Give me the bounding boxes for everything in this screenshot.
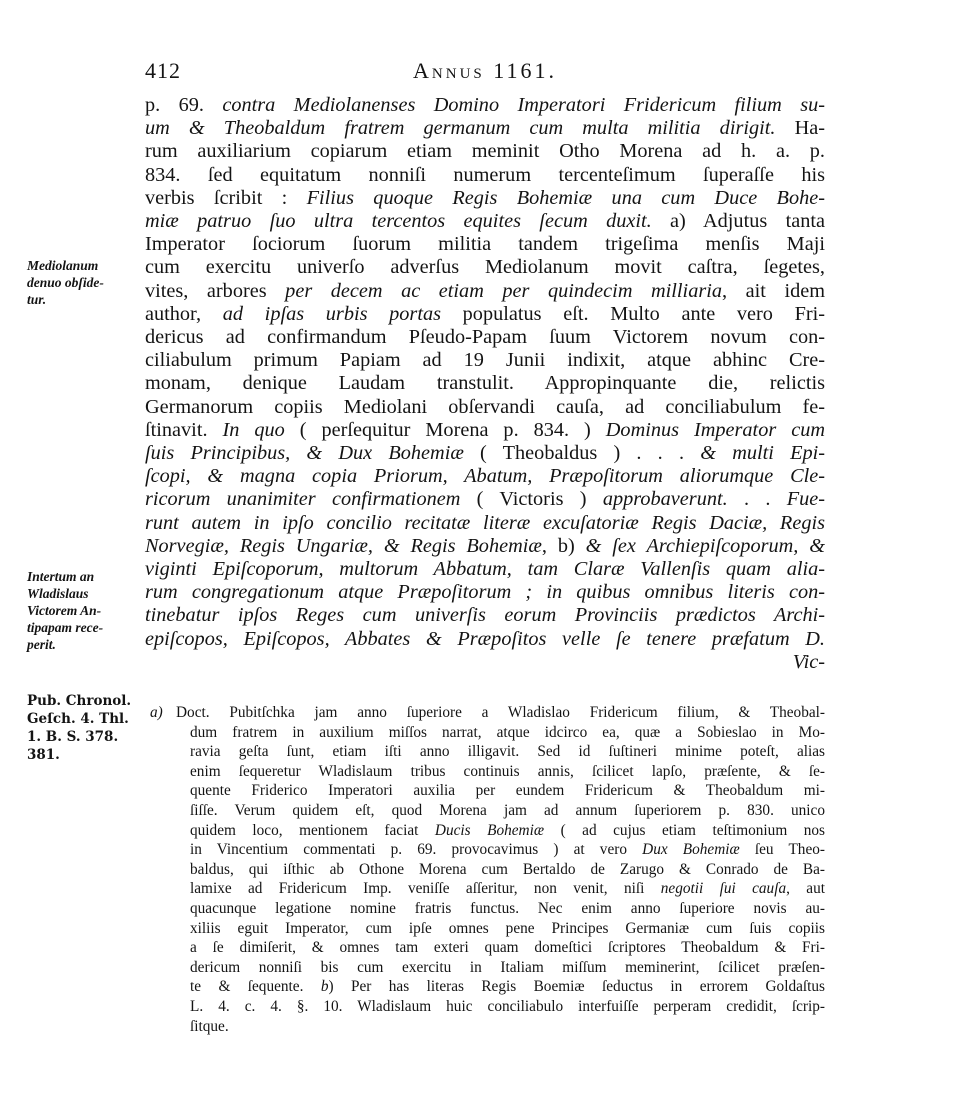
margin-note-line: perit.: [27, 637, 56, 652]
footnote-line: ſiſſe. Verum quidem eſt, quod Morena jam ad annum ſuperiorem p. 830. unico: [190, 801, 825, 819]
text-line: cum exercitu univerſo adverſus Mediolanum movit caſtra, ſegetes,: [145, 256, 825, 279]
footnote-line: dericum nonniſi bis cum exercitu in Italiam miſſum meminerint, ſcilicet præſen-: [190, 958, 825, 976]
margin-note-line: Intertum an: [27, 569, 95, 584]
text-line: rum congregationum atque Præpoſitorum ; in quibus omnibus literis con-: [145, 581, 825, 604]
footnote-line: xiliis eguit Imperator, cum ipſe omnes pene Principes Germaniæ cum ſuis copiis: [190, 919, 825, 937]
footnote-line: ſitque.: [190, 1017, 229, 1035]
footnote-line: L. 4. c. 4. §. 10. Wladislaum huic conciliabulo interfuiſſe perperam credidit, ſcrip-: [190, 997, 825, 1015]
margin-note-line: denuo obſide-: [27, 275, 104, 290]
text-line: author, ad ipſas urbis portas populatus eſt. Multo ante vero Fri-: [145, 302, 826, 325]
text-line: runt autem in ipſo concilio recitatæ literæ excuſatoriæ Regis Daciæ, Regis: [145, 511, 825, 534]
footnote-line: in Vincentium commentati p. 69. provocavimus ) at vero Dux Bohemiæ ſeu Theo-: [190, 841, 825, 859]
footnote-line: Doct. Pubitſchka jam anno ſuperiore a Wladislao Fridericum filium, & Theobal-: [176, 704, 825, 721]
text-line: viginti Epiſcoporum, multorum Abbatum, tam Claræ Vallenſis quam alia-: [145, 558, 825, 581]
margin-note-line: Wladislaus: [27, 586, 89, 601]
footnote-line: te & ſequente. b) Per has literas Regis Boemiæ ſeductus in errorem Goldaſtus: [190, 978, 825, 996]
footnote-line: quacunque legatione nomine fratris functus. Nec enim anno ſuperiore novis au-: [190, 899, 825, 917]
text-line: dericus ad confirmandum Pſeudo-Papam ſuum Victorem novum con-: [145, 326, 825, 349]
margin-note-line: Pub. Chronol.: [27, 693, 132, 709]
margin-note-line: tur.: [27, 292, 47, 307]
footnote-line: dum fratrem in auxilium miſſos narrat, atque idcirco ea, quæ a Sobieslao in Mo-: [190, 723, 825, 741]
margin-note-line: 1. B. S. 378.: [27, 729, 119, 745]
footnote-line: lamixe ad Fridericum Imp. veniſſe aſſeritur, non venit, niſi negotii ſui cauſa, aut: [190, 880, 825, 898]
footnotes-block: [150, 703, 825, 1036]
footnote-line: baldus, qui iſthic ab Othone Morena cum Bertaldo de Zarugo & Conrado de Ba-: [190, 860, 825, 878]
footnote-line: ravia geſta ſunt, etiam iſti anno illigavit. Sed id ſuſtineri minime poteſt, alias: [190, 743, 825, 761]
footnote-body: [176, 703, 825, 1036]
text-line: miæ patruo ſuo ultra tercentos equites ſecum duxit. a) Adjutus tanta: [145, 210, 825, 233]
text-line: ricorum unanimiter confirmationem ( Victoris ) approbaverunt. . . Fue-: [145, 488, 825, 511]
text-line: Imperator ſociorum ſuorum militia tandem trigeſima menſis Maji: [145, 233, 825, 256]
text-line: tinebatur ipſos Reges cum univerſis eorum Provinciis prædictos Archi-: [145, 604, 825, 627]
margin-note-mediolanum: [27, 257, 147, 308]
margin-note-line: Mediolanum: [27, 258, 99, 273]
text-line: ſtinavit. In quo ( perſequitur Morena p. 834. ) Dominus Imperator cum: [145, 418, 825, 441]
text-line: ciliabulum primum Papiam ad 19 Junii indixit, atque abhinc Cre-: [145, 349, 825, 372]
text-line: rum auxiliarium copiarum etiam meminit Otho Morena ad h. a. p.: [145, 140, 825, 163]
margin-note-line: tipapam rece-: [27, 620, 104, 635]
margin-note-line: Victorem An-: [27, 603, 102, 618]
running-head: Annus 1161.: [413, 58, 557, 83]
text-line: Norvegiæ, Regis Ungariæ, & Regis Bohemiæ, b) & ſex Archiepiſcoporum, &: [145, 534, 825, 557]
text-line: verbis ſcribit : Filius quoque Regis Bohemiæ una cum Duce Bohe-: [145, 186, 825, 209]
text-line: Vic-: [792, 650, 825, 673]
margin-note-line: Geſch. 4. Thl.: [27, 711, 129, 727]
text-line: um & Theobaldum fratrem germanum cum multa militia dirigit. Ha-: [145, 117, 825, 140]
text-line: p. 69. contra Mediolanenses Domino Imperatori Fridericum filium su-: [145, 94, 826, 116]
margin-note-wladislaus: [27, 568, 147, 653]
text-line: monam, denique Laudam transtulit. Appropinquante die, relictis: [145, 372, 825, 395]
page-header: [145, 58, 825, 88]
text-line: ſcopi, & magna copia Priorum, Abatum, Præpoſitorum aliorumque Cle-: [145, 465, 825, 488]
text-line: 834. ſed equitatum nonniſi numerum tercenteſimum ſuperaſſe his: [145, 163, 825, 186]
footnote-line: enim ſequeretur Wladislaum tribus continuis annis, ſcilicet lapſo, præſente, & ſe-: [190, 762, 825, 780]
text-line: epiſcopos, Epiſcopos, Abbates & Præpoſitos velle ſe tenere præfatum D.: [145, 627, 825, 650]
main-text-block: [145, 94, 825, 674]
margin-note-reference: [27, 692, 147, 764]
footnote-marker: a): [150, 704, 163, 721]
margin-note-line: 381.: [27, 747, 60, 763]
footnote-line: quidem loco, mentionem faciat Ducis Bohemiæ ( ad cujus etiam teſtimonium nos: [190, 821, 825, 839]
text-line: vites, arbores per decem ac etiam per quindecim milliaria, ait idem: [145, 279, 826, 302]
footnote-line: a ſe dimiſerit, & omnes tam exteri quam domeſtici ſcriptores Theobaldum & Fri-: [190, 939, 825, 957]
footnote-line: quente Friderico Imperatori auxilia per eundem Fridericum & Theobaldum mi-: [190, 782, 825, 800]
page-number: 412: [145, 58, 181, 83]
text-line: ſuis Principibus, & Dux Bohemiæ ( Theobaldus ) . . . & multi Epi-: [145, 442, 825, 465]
text-line: Germanorum copiis Mediolani obſervandi cauſa, ad conciliabulum fe-: [145, 395, 825, 418]
